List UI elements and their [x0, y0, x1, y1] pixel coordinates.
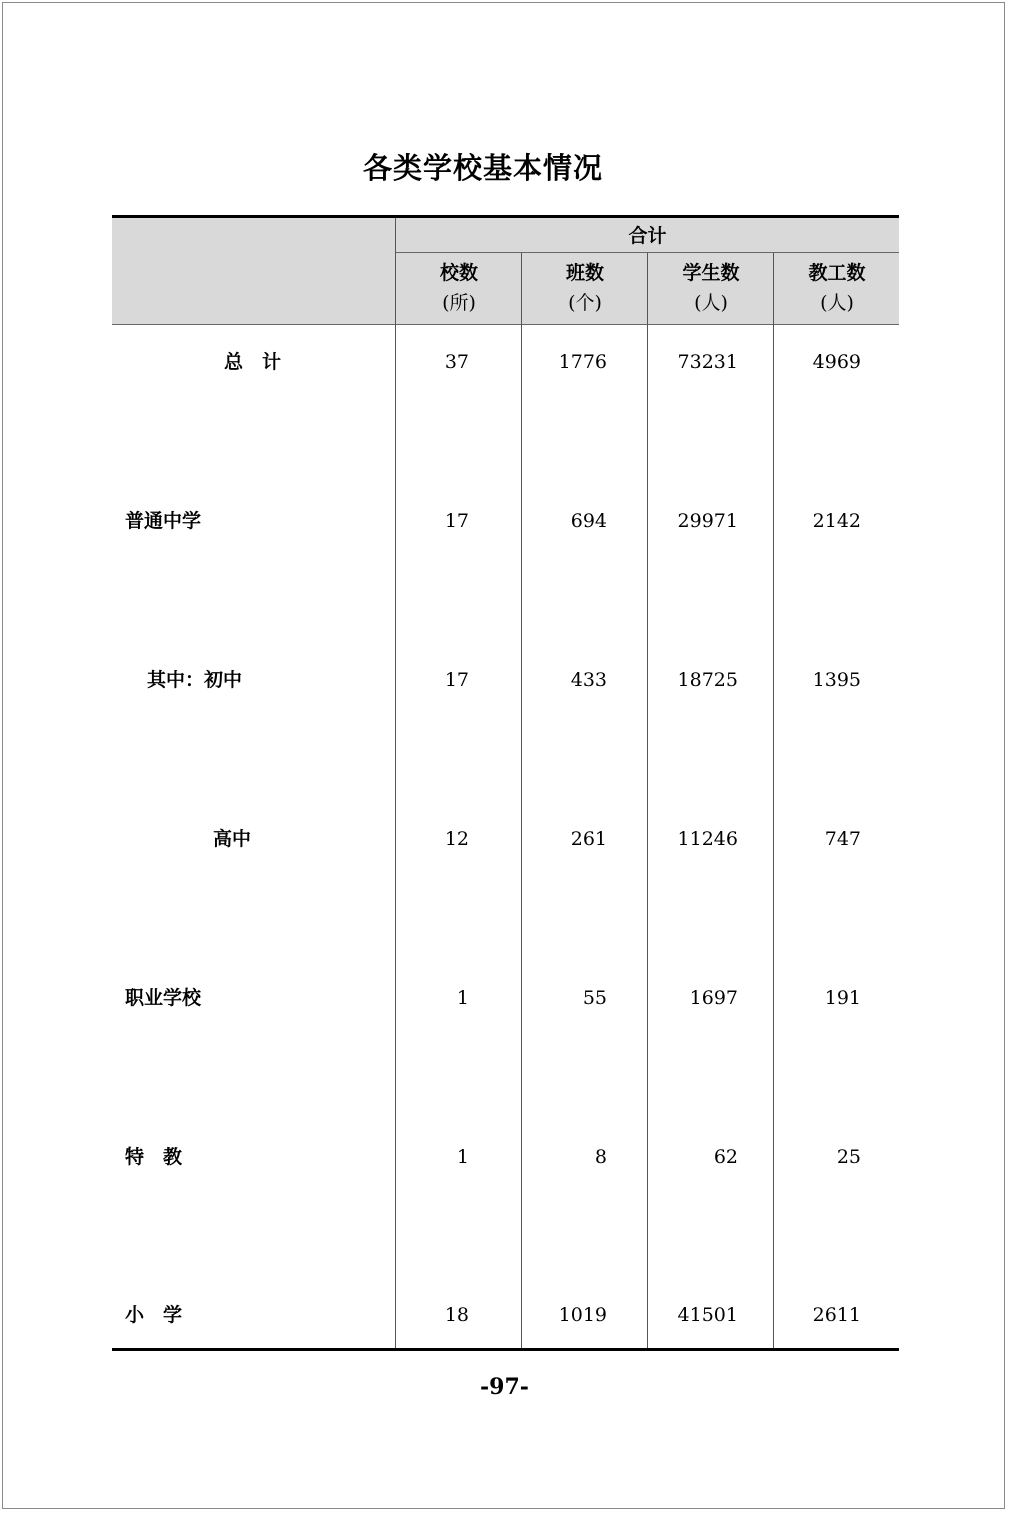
table-cell: 1019: [558, 1304, 607, 1326]
table-cell: 747: [824, 828, 861, 850]
group-header-total: 合计: [628, 225, 667, 247]
table-cell: 1697: [689, 987, 738, 1009]
table-cell: 73231: [677, 351, 738, 373]
table-cell: 18: [444, 1304, 469, 1326]
table-cell: 62: [713, 1146, 738, 1168]
column-header-label: 班数: [565, 262, 604, 284]
table-header-bottom-rule: [112, 324, 899, 325]
table-cell: 2142: [812, 510, 861, 532]
table-cell: 4969: [812, 351, 861, 373]
table-cell: 191: [824, 987, 861, 1009]
column-header-label: 教工数: [808, 262, 866, 284]
row-label-special-education: 特 教: [125, 1146, 183, 1168]
column-header-unit: (个): [568, 292, 602, 314]
table-cell: 1: [456, 1146, 469, 1168]
column-header-classes: [522, 258, 648, 318]
table-cell: 11246: [677, 828, 738, 850]
table-cell: 55: [582, 987, 607, 1009]
column-header-schools: [396, 258, 522, 318]
table-cell: 694: [570, 510, 607, 532]
row-label-general-middle-school: 普通中学: [125, 510, 202, 532]
column-header-label: 学生数: [682, 262, 740, 284]
row-label-total: 总 计: [224, 351, 282, 373]
table-cell: 433: [570, 669, 607, 691]
column-header-staff: [774, 258, 900, 318]
column-header-unit: (所): [442, 292, 476, 314]
column-header-unit: (人): [694, 292, 728, 314]
column-header-unit: (人): [820, 292, 854, 314]
page-title: 各类学校基本情况: [362, 151, 603, 185]
table-cell: 37: [444, 351, 469, 373]
row-label-senior-high: 高中: [213, 828, 252, 850]
column-header-label: 校数: [439, 262, 478, 284]
column-divider: [395, 218, 396, 1348]
table-cell: 25: [836, 1146, 861, 1168]
table-cell: 29971: [677, 510, 738, 532]
row-label-junior-high: 其中：初中: [147, 669, 243, 691]
table-cell: 17: [444, 510, 469, 532]
column-divider: [521, 253, 522, 1348]
row-label-vocational-school: 职业学校: [125, 987, 202, 1009]
row-label-primary-school: 小 学: [125, 1304, 183, 1326]
table-cell: 1395: [812, 669, 861, 691]
table-bottom-rule: [112, 1348, 899, 1351]
table-cell: 17: [444, 669, 469, 691]
table-cell: 261: [570, 828, 607, 850]
page-number: -97-: [480, 1374, 529, 1400]
table-cell: 18725: [677, 669, 738, 691]
table-cell: 12: [444, 828, 469, 850]
table-cell: 1: [456, 987, 469, 1009]
table-cell: 1776: [558, 351, 607, 373]
table-cell: 2611: [812, 1304, 861, 1326]
column-divider: [773, 253, 774, 1348]
table-cell: 8: [594, 1146, 607, 1168]
table-cell: 41501: [677, 1304, 738, 1326]
column-header-students: [648, 258, 774, 318]
column-divider: [647, 253, 648, 1348]
